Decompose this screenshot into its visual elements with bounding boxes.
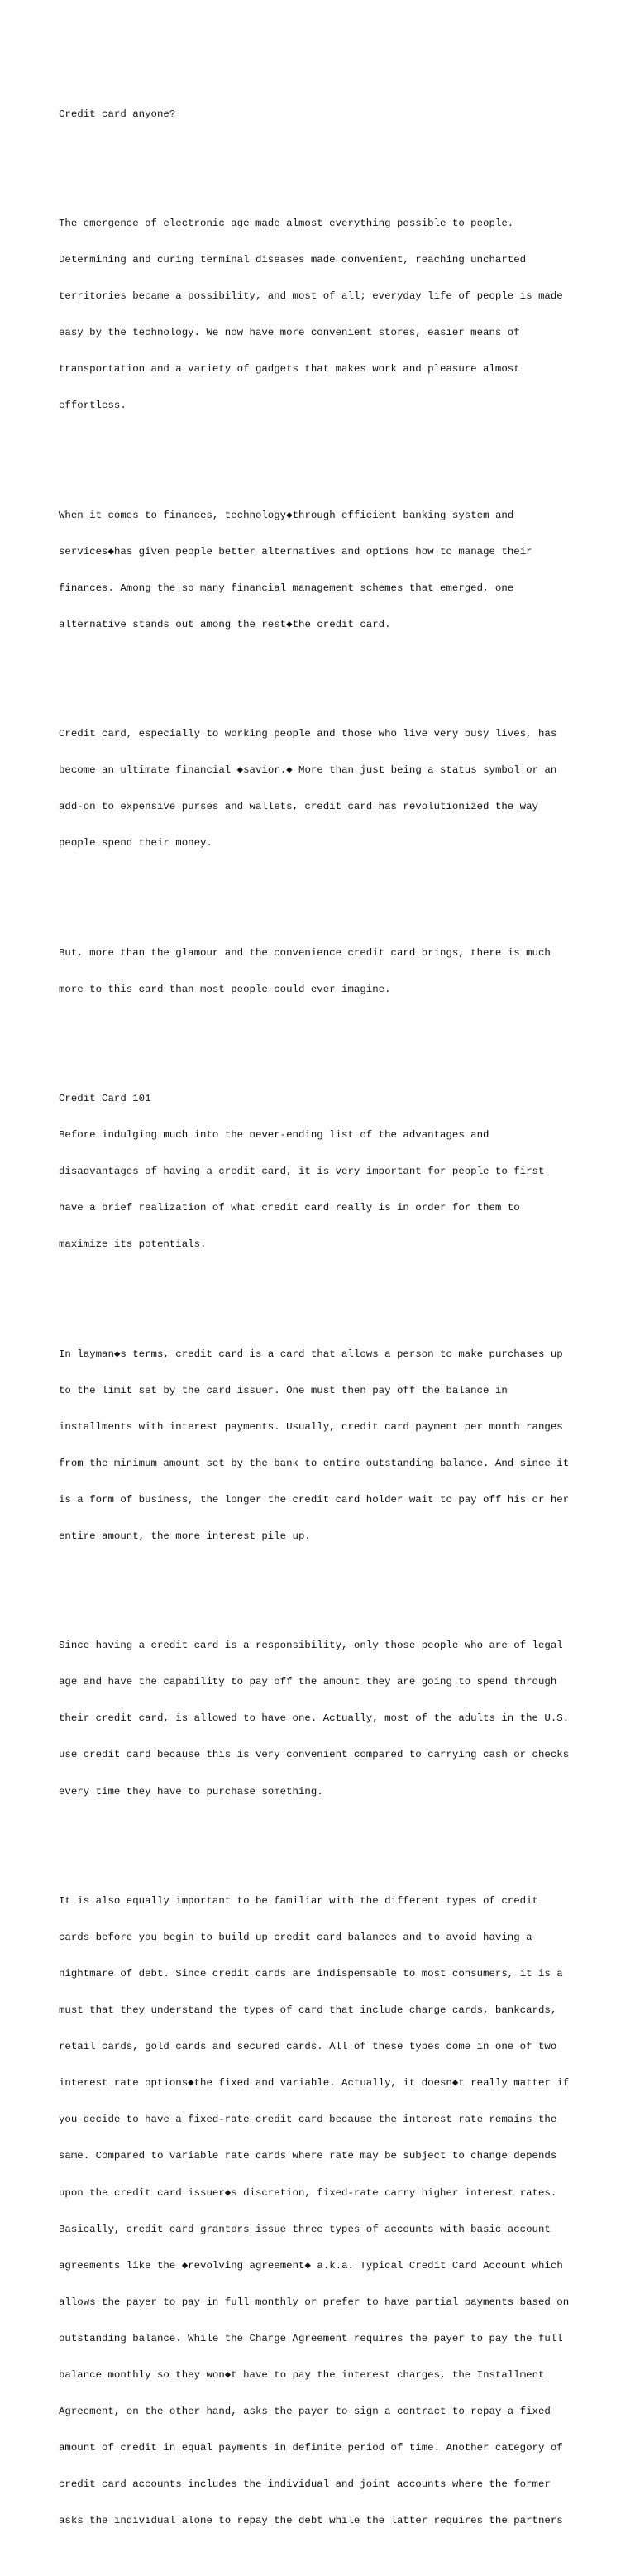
text-line: people spend their money. — [59, 837, 212, 850]
paragraph-glamour — [59, 922, 588, 1020]
text-line: agreements like the ◆revolving agreement◆ a.k.a. Typical Credit Card Account which — [59, 2259, 563, 2272]
text-line: from the minimum amount set by the bank to entire outstanding balance. And since it — [59, 1457, 570, 1469]
text-line: Determining and curing terminal diseases made convenient, reaching uncharted — [59, 254, 527, 266]
text-line: alternative stands out among the rest◆the credit card. — [59, 618, 391, 630]
text-line: But, more than the glamour and the convenience credit card brings, there is much — [59, 946, 551, 959]
text-line: same. Compared to variable rate cards where rate may be subject to change depends — [59, 2150, 557, 2162]
text-line: retail cards, gold cards and secured cards. All of these types come in one of two — [59, 2041, 557, 2053]
text-line: Credit card, especially to working people and those who live very busy lives, has — [59, 728, 557, 740]
paragraph-card-types — [59, 1870, 588, 2551]
text-line: entire amount, the more interest pile up. — [59, 1530, 311, 1542]
text-line: installments with interest payments. Usually, credit card payment per month ranges — [59, 1420, 563, 1433]
text-line: add-on to expensive purses and wallets, credit card has revolutionized the way — [59, 801, 538, 813]
text-line: Agreement, on the other hand, asks the payer to sign a contract to repay a fixed — [59, 2406, 551, 2418]
text-line: transportation and a variety of gadgets that makes work and pleasure almost — [59, 363, 520, 376]
text-line: maximize its potentials. — [59, 1238, 207, 1251]
section-heading: Credit Card 101 — [59, 1092, 151, 1104]
text-line: Before indulging much into the never-ending list of the advantages and — [59, 1129, 489, 1142]
text-line: credit card accounts includes the individual and joint accounts where the former — [59, 2478, 551, 2491]
text-line: amount of credit in equal payments in definite period of time. Another category of — [59, 2442, 563, 2454]
text-line: outstanding balance. While the Charge Agreement requires the payer to pay the full — [59, 2332, 563, 2344]
text-line: nightmare of debt. Since credit cards are indispensable to most consumers, it is a — [59, 1967, 563, 1980]
text-line: Credit card anyone? — [59, 108, 176, 120]
text-line: easy by the technology. We now have more convenient stores, easier means of — [59, 327, 520, 339]
text-line: asks the individual alone to repay the debt while the latter requires the partners — [59, 2515, 563, 2527]
text-line: balance monthly so they won◆t have to pay the interest charges, the Installment — [59, 2369, 545, 2381]
text-line: In layman◆s terms, credit card is a card that allows a person to make purchases up — [59, 1348, 563, 1360]
paragraph-electronic-age — [59, 194, 588, 437]
text-line: disadvantages of having a credit card, it is very important for people to first — [59, 1166, 545, 1178]
text-line: age and have the capability to pay off the amount they are going to spend through — [59, 1676, 557, 1688]
text-line: interest rate options◆the fixed and variable. Actually, it doesn◆t really matter if — [59, 2077, 570, 2090]
document-page — [59, 60, 588, 2576]
text-line: you decide to have a fixed-rate credit card because the interest rate remains the — [59, 2114, 557, 2126]
paragraph-savior — [59, 704, 588, 874]
text-line: have a brief realization of what credit card really is in order for them to — [59, 1202, 520, 1214]
section-credit-card-101 — [59, 1069, 588, 1276]
text-line: services◆has given people better alternatives and options how to manage their — [59, 545, 532, 558]
text-line: their credit card, is allowed to have one. Actually, most of the adults in the U.S. — [59, 1712, 570, 1725]
text-line: cards before you begin to build up credit card balances and to avoid having a — [59, 1931, 532, 1943]
paragraph-responsibility — [59, 1616, 588, 1822]
text-line: effortless. — [59, 400, 127, 412]
text-line: territories became a possibility, and most of all; everyday life of people is made — [59, 290, 563, 303]
text-line: must that they understand the types of card that include charge cards, bankcards, — [59, 2004, 557, 2017]
text-line: become an ultimate financial ◆savior.◆ More than just being a status symbol or an — [59, 764, 557, 777]
text-line: The emergence of electronic age made almost everything possible to people. — [59, 218, 514, 230]
text-line: is a form of business, the longer the credit card holder wait to pay off his or her — [59, 1493, 570, 1506]
text-line: every time they have to purchase something. — [59, 1785, 323, 1798]
text-line: use credit card because this is very convenient compared to carrying cash or checks — [59, 1749, 570, 1761]
text-line: more to this card than most people could ever imagine. — [59, 983, 391, 995]
paragraph-finances — [59, 485, 588, 655]
text-line: Basically, credit card grantors issue three types of accounts with basic account — [59, 2223, 551, 2235]
paragraph-laymans-terms — [59, 1324, 588, 1567]
text-line: finances. Among the so many financial management schemes that emerged, one — [59, 582, 514, 594]
text-line: upon the credit card issuer◆s discretion, fixed-rate carry higher interest rates. — [59, 2186, 557, 2199]
text-line: to the limit set by the card issuer. One must then pay off the balance in — [59, 1384, 508, 1396]
text-line: Since having a credit card is a responsibility, only those people who are of legal — [59, 1640, 563, 1652]
text-line: It is also equally important to be familiar with the different types of credit — [59, 1894, 538, 1907]
text-line: allows the payer to pay in full monthly or prefer to have partial payments based on — [59, 2296, 570, 2308]
document-title — [59, 84, 588, 145]
text-line: When it comes to finances, technology◆through efficient banking system and — [59, 509, 514, 521]
